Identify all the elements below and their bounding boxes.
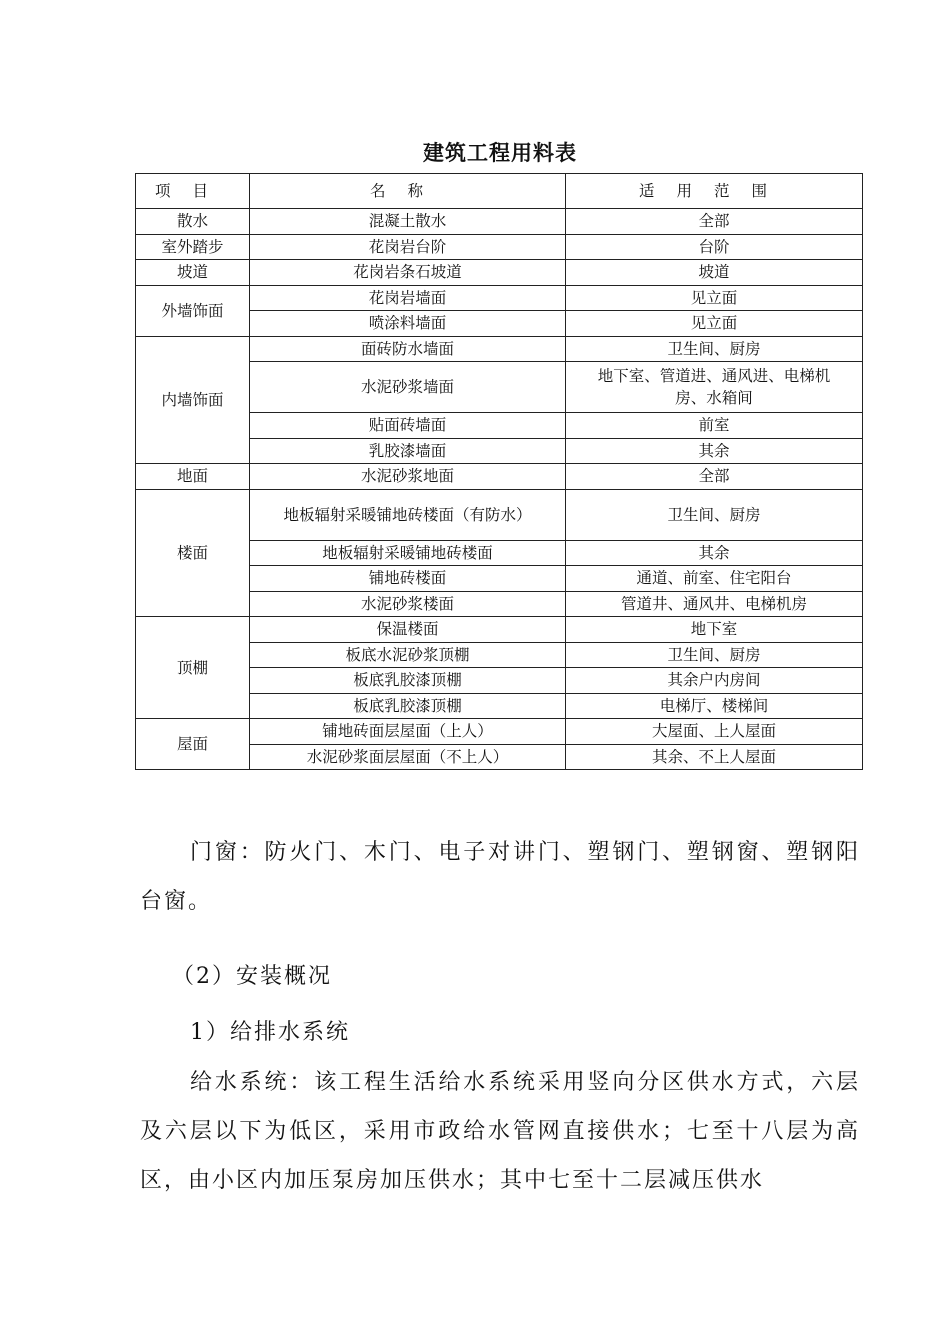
cell-scope: 电梯厅、楼梯间 xyxy=(566,693,863,719)
cell-name: 乳胶漆墙面 xyxy=(250,438,566,464)
cell-scope: 管道井、通风井、电梯机房 xyxy=(566,591,863,617)
cell-name: 喷涂料墙面 xyxy=(250,311,566,337)
water-supply-paragraph: 给水系统：该工程生活给水系统采用竖向分区供水方式，六层及六层以下为低区，采用市政给水管网直接供水；七至十八层为高区，由小区内加压泵房加压供水；其中七至十二层减压供水 xyxy=(140,1070,860,1193)
cell-item: 散水 xyxy=(136,209,250,235)
table-row xyxy=(136,260,863,286)
cell-name: 铺地砖面层屋面（上人） xyxy=(250,719,566,745)
cell-scope: 其余户内房间 xyxy=(566,668,863,694)
table-row xyxy=(136,719,863,745)
cell-scope: 见立面 xyxy=(566,285,863,311)
table-row xyxy=(136,234,863,260)
table-row xyxy=(136,464,863,490)
cell-item: 内墙饰面 xyxy=(136,336,250,464)
cell-name: 水泥砂浆地面 xyxy=(250,464,566,490)
cell-name: 水泥砂浆面层屋面（不上人） xyxy=(250,744,566,770)
header-item: 项目 xyxy=(136,174,250,209)
cell-name: 板底水泥砂浆顶棚 xyxy=(250,642,566,668)
table-row xyxy=(136,209,863,235)
cell-item: 外墙饰面 xyxy=(136,285,250,336)
cell-scope: 大屋面、上人屋面 xyxy=(566,719,863,745)
cell-scope: 全部 xyxy=(566,209,863,235)
cell-name: 水泥砂浆楼面 xyxy=(250,591,566,617)
cell-item: 地面 xyxy=(136,464,250,490)
cell-scope: 其余、不上人屋面 xyxy=(566,744,863,770)
cell-name: 铺地砖楼面 xyxy=(250,566,566,592)
cell-scope: 地下室、管道进、通风进、电梯机房、水箱间 xyxy=(566,362,863,413)
table-row xyxy=(136,285,863,311)
cell-scope: 卫生间、厨房 xyxy=(566,489,863,540)
cell-scope: 其余 xyxy=(566,540,863,566)
header-scope: 适用范围 xyxy=(566,174,863,209)
header-name: 名称 xyxy=(250,174,566,209)
table-header-row xyxy=(136,174,863,209)
cell-name: 水泥砂浆墙面 xyxy=(250,362,566,413)
table-row xyxy=(136,617,863,643)
page-title: 建筑工程用料表 xyxy=(423,141,577,165)
cell-name: 混凝土散水 xyxy=(250,209,566,235)
cell-name: 花岗岩台阶 xyxy=(250,234,566,260)
cell-item: 坡道 xyxy=(136,260,250,286)
cell-name: 地板辐射采暖铺地砖楼面 xyxy=(250,540,566,566)
subsection-heading: 1）给排水系统 xyxy=(190,1020,350,1045)
cell-name: 地板辐射采暖铺地砖楼面（有防水） xyxy=(250,489,566,540)
cell-item: 室外踏步 xyxy=(136,234,250,260)
cell-name: 板底乳胶漆顶棚 xyxy=(250,668,566,694)
cell-scope: 全部 xyxy=(566,464,863,490)
cell-name: 花岗岩条石坡道 xyxy=(250,260,566,286)
cell-scope: 卫生间、厨房 xyxy=(566,642,863,668)
cell-name: 面砖防水墙面 xyxy=(250,336,566,362)
cell-name: 板底乳胶漆顶棚 xyxy=(250,693,566,719)
cell-scope: 其余 xyxy=(566,438,863,464)
cell-scope: 地下室 xyxy=(566,617,863,643)
cell-name: 保温楼面 xyxy=(250,617,566,643)
table-row xyxy=(136,489,863,540)
doors-paragraph: 门窗：防火门、木门、电子对讲门、塑钢门、塑钢窗、塑钢阳台窗。 xyxy=(140,840,860,914)
cell-scope: 见立面 xyxy=(566,311,863,337)
cell-scope: 卫生间、厨房 xyxy=(566,336,863,362)
cell-name: 贴面砖墙面 xyxy=(250,413,566,439)
cell-name: 花岗岩墙面 xyxy=(250,285,566,311)
section-heading: （2）安装概况 xyxy=(172,964,332,989)
cell-scope: 前室 xyxy=(566,413,863,439)
table-row xyxy=(136,336,863,362)
cell-scope: 通道、前室、住宅阳台 xyxy=(566,566,863,592)
materials-table xyxy=(135,173,863,770)
cell-item: 屋面 xyxy=(136,719,250,770)
cell-scope: 台阶 xyxy=(566,234,863,260)
cell-item: 楼面 xyxy=(136,489,250,617)
cell-item: 顶棚 xyxy=(136,617,250,719)
cell-scope: 坡道 xyxy=(566,260,863,286)
